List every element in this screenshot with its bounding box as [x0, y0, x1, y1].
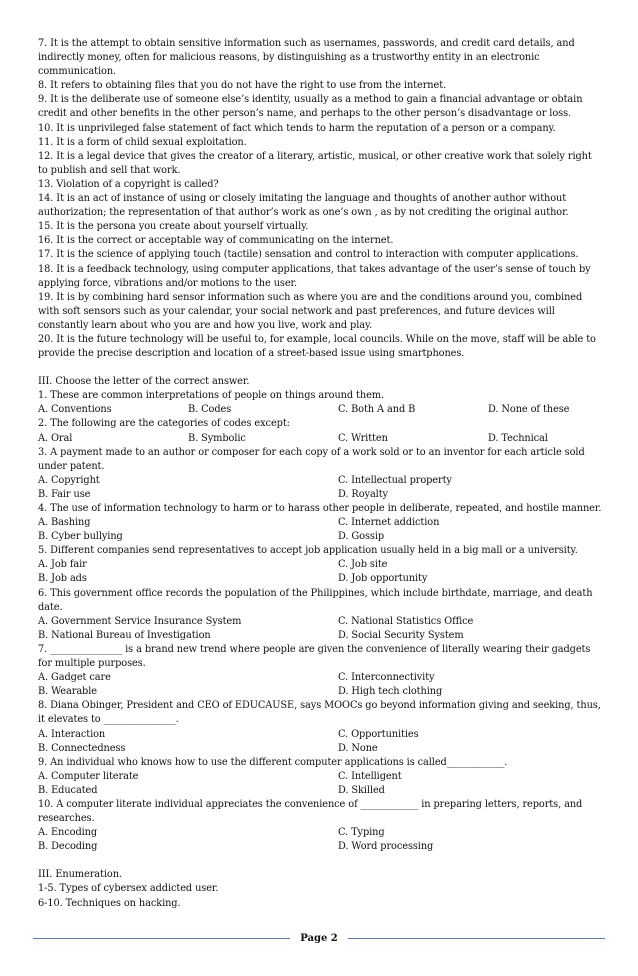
item-11: 11. It is a form of child sexual exploitation.	[38, 136, 247, 148]
option-c: C. Intellectual property	[338, 474, 452, 486]
item-8: 8. It refers to obtaining files that you do not have the right to use from the internet.	[38, 80, 447, 92]
option-b: B. Codes	[188, 404, 232, 416]
item-18: 18. It is a feedback technology, using computer applications, that takes advantage of the user’s sense of touch by applying force, vibrations and/or motions to the user.	[38, 263, 591, 289]
question-6: 6. This government office records the population of the Philippines, which include birthdate, marriage, and death date.	[38, 587, 593, 613]
option-d: D. Social Security System	[338, 629, 464, 641]
option-d: D. High tech clothing	[338, 686, 443, 698]
option-c: C. Opportunities	[338, 728, 419, 740]
question-9: 9. An individual who knows how to use the different computer applications is called____________.	[38, 756, 508, 768]
question-8-options-row1	[38, 728, 604, 742]
option-b: B. Job ads	[38, 573, 87, 585]
question-7-options-row1	[38, 671, 604, 685]
question-3: 3. A payment made to an author or composer for each copy of a work sold or to an inventor for each article sold under patent.	[38, 446, 585, 472]
option-c: C. Internet addiction	[338, 517, 440, 529]
question-6-options-row2	[38, 629, 604, 643]
option-b: B. Connectedness	[38, 742, 126, 754]
item-12: 12. It is a legal device that gives the creator of a literary, artistic, musical, or other creative work that solely right to publish and sell that work.	[38, 150, 592, 176]
question-9-options-row2	[38, 784, 604, 798]
question-1-options	[38, 403, 604, 417]
option-a: A. Oral	[38, 432, 73, 444]
option-c: C. National Statistics Office	[338, 615, 474, 627]
question-5: 5. Different companies send representatives to accept job application usually held in a big mall or a university.	[38, 545, 578, 557]
item-16: 16. It is the correct or acceptable way of communicating on the internet.	[38, 235, 394, 247]
page-footer	[33, 931, 605, 945]
question-10-options-row1	[38, 826, 604, 840]
question-6-options-row1	[38, 615, 604, 629]
option-b: B. Symbolic	[188, 432, 246, 444]
item-14: 14. It is an act of instance of using or closely imitating the language and thoughts of another author without authorization; the representation of that author’s work as one’s own , as by not crediting the original author.	[38, 193, 569, 219]
item-13: 13. Violation of a copyright is called?	[38, 178, 219, 190]
question-8: 8. Diana Obinger, President and CEO of EDUCAUSE, says MOOCs go beyond information giving and seeking, thus, it elevates to _______________.	[38, 700, 601, 726]
question-4-options-row1	[38, 516, 604, 530]
option-d: D. Word processing	[338, 841, 434, 853]
item-7: 7. It is the attempt to obtain sensitive information such as usernames, passwords, and credit card details, and indirectly money, often for malicious reasons, by distinguishing as a trustworthy entity in an electronic communication.	[38, 38, 575, 78]
question-7: 7. _______________ is a brand new trend where people are given the convenience of literally wearing their gadgets for multiple purposes.	[38, 643, 591, 670]
question-5-options-row2	[38, 572, 604, 586]
option-d: D. Technical	[488, 432, 548, 444]
enumeration-item-1: 1-5. Types of cybersex addicted user.	[38, 883, 219, 895]
item-17: 17. It is the science of applying touch (tactile) sensation and control to interaction with computer applications.	[38, 249, 579, 261]
option-a: A. Gadget care	[38, 672, 111, 684]
question-3-options-row2	[38, 488, 604, 502]
item-19: 19. It is by combining hard sensor information such as where you are and the conditions around you, combined with soft sensors such as your calendar, your social network and past preferences, and future devices will constantly learn about who you are and how you live, work and play.	[38, 291, 583, 331]
item-9: 9. It is the deliberate use of someone else’s identity, usually as a method to gain a financial advantage or obtain credit and other benefits in the other person’s name, and perhaps to the other person’s disadvantage or loss.	[38, 94, 583, 120]
question-4-options-row2	[38, 530, 604, 544]
section-heading: III. Choose the letter of the correct answer.	[38, 376, 250, 388]
option-c: C. Typing	[338, 827, 385, 839]
option-a: A. Copyright	[38, 474, 100, 486]
enumeration-section	[38, 868, 604, 910]
question-8-options-row2	[38, 742, 604, 756]
question-1: 1. These are common interpretations of people on things around them.	[38, 390, 384, 402]
option-b: B. Educated	[38, 784, 98, 796]
option-a: A. Job fair	[38, 559, 87, 571]
option-a: A. Government Service Insurance System	[38, 615, 242, 627]
section-heading: III. Enumeration.	[38, 869, 122, 881]
option-c: C. Both A and B	[338, 404, 416, 416]
option-d: D. Royalty	[338, 488, 388, 500]
option-a: A. Computer literate	[38, 770, 139, 782]
option-b: B. Fair use	[38, 488, 91, 500]
item-10: 10. It is unprivileged false statement of fact which tends to harm the reputation of a person or a company.	[38, 122, 556, 134]
question-9-options-row1	[38, 770, 604, 784]
option-d: D. None of these	[488, 404, 570, 416]
option-b: B. National Bureau of Investigation	[38, 629, 211, 641]
option-b: B. Wearable	[38, 686, 97, 698]
page-number: Page 2	[300, 932, 338, 944]
item-15: 15. It is the persona you create about yourself virtually.	[38, 221, 309, 233]
option-b: B. Decoding	[38, 841, 98, 853]
question-10-options-row2	[38, 840, 604, 854]
option-d: D. Gossip	[338, 531, 385, 543]
option-a: A. Bashing	[38, 517, 91, 529]
question-10: 10. A computer literate individual appreciates the convenience of ____________ in preparing letters, reports, and researches.	[38, 798, 583, 825]
option-a: A. Interaction	[38, 728, 106, 740]
enumeration-item-2: 6-10. Techniques on hacking.	[38, 897, 181, 909]
identification-items	[38, 37, 604, 361]
option-c: C. Written	[338, 432, 388, 444]
footer-rule-right	[348, 938, 605, 939]
question-3-options-row1	[38, 474, 604, 488]
option-b: B. Cyber bullying	[38, 531, 123, 543]
option-c: C. Interconnectivity	[338, 672, 435, 684]
option-c: C. Intelligent	[338, 770, 402, 782]
question-7-options-row2	[38, 685, 604, 699]
option-a: A. Conventions	[38, 404, 112, 416]
multiple-choice-section	[38, 375, 604, 854]
option-d: D. None	[338, 742, 378, 754]
question-5-options-row1	[38, 558, 604, 572]
item-20: 20. It is the future technology will be useful to, for example, local councils. While on the move, staff will be able to provide the precise description and location of a street-based issue using smartphones.	[38, 333, 596, 360]
question-4: 4. The use of information technology to harm or to harass other people in deliberate, repeated, and hostile manner.	[38, 503, 602, 514]
option-c: C. Job site	[338, 559, 388, 571]
footer-rule-left	[33, 938, 290, 939]
question-2-options	[38, 432, 604, 446]
option-d: D. Skilled	[338, 784, 385, 796]
question-2: 2. The following are the categories of codes except:	[38, 418, 290, 430]
option-d: D. Job opportunity	[338, 573, 428, 585]
document-page	[38, 37, 604, 911]
option-a: A. Encoding	[38, 827, 98, 839]
